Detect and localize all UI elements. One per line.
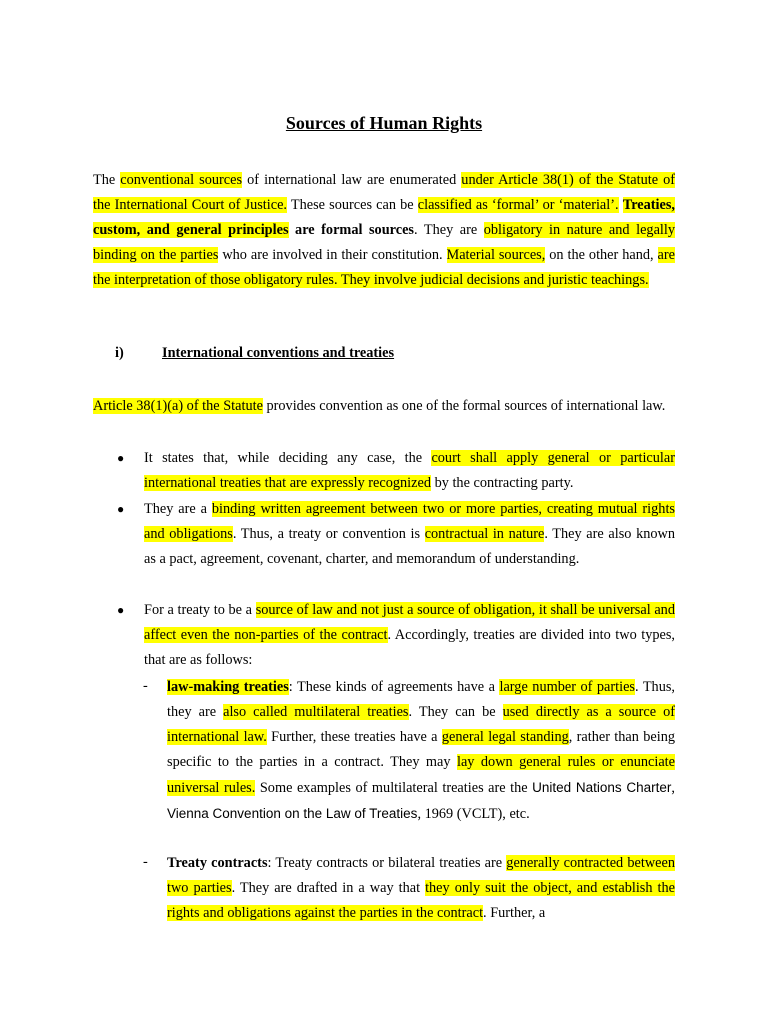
sub-text-part: : Treaty contracts or bilateral treaties are <box>267 855 507 871</box>
article-highlight: Article 38(1)(a) of the Statute <box>93 398 263 414</box>
intro-highlight: obligatory in nature and legally binding on the parties <box>93 222 676 264</box>
bullet-highlight: contractual in nature <box>424 526 545 543</box>
article-paragraph <box>93 394 675 419</box>
sub-highlight: lay down general rules or enunciate universal rules. <box>167 754 675 797</box>
intro-highlight: conventional sources <box>120 172 243 188</box>
intro-highlight: under Article 38(1) of the Statute of the International Court of Justice. <box>93 172 675 214</box>
intro-text: . They are <box>414 222 484 239</box>
article-text: provides convention as one of the formal sources of international law. <box>262 398 666 414</box>
bullet-highlight: court shall apply general or particular international treaties that are expressly recognized <box>144 450 675 492</box>
bullet-text <box>144 497 675 572</box>
sub-highlight: they only suit the object, and establish the rights and obligations against the parties in the contract <box>167 880 675 922</box>
intro-highlight: Material sources, <box>446 247 546 264</box>
intro-text: These sources can be <box>287 197 418 214</box>
sub-item-text <box>167 675 675 828</box>
intro-text: of international law are enumerated <box>242 172 462 188</box>
sub-item-text <box>167 851 675 926</box>
sub-text-part: Further, these treaties have a <box>266 729 442 746</box>
sub-link-text: Vienna Convention on the Law of Treaties <box>167 806 418 822</box>
bullet-text-part: . Thus, a treaty or convention is <box>232 526 425 543</box>
sub-text-part: . They are drafted in a way that <box>231 880 426 897</box>
bullet-text-part: They are a <box>144 501 212 517</box>
page-title: Sources of Human Rights <box>285 113 483 133</box>
sub-highlight: also called multilateral treaties <box>223 704 409 721</box>
bullet-icon: ● <box>117 502 125 516</box>
intro-bold-highlight: Treaties, custom, and general principles <box>93 197 676 239</box>
dash-icon: - <box>143 854 148 870</box>
bullet-icon: ● <box>117 451 125 465</box>
bullet-text-part: It states that, while deciding any case, the <box>144 450 432 466</box>
bullet-text <box>144 446 675 496</box>
sub-text-part: . Further, a <box>483 905 546 922</box>
bullet-icon: ● <box>117 603 125 617</box>
sub-text-part: Some examples of multilateral treaties are the <box>255 780 533 797</box>
sub-link-text: United Nations Charter <box>532 780 672 796</box>
bullet-text <box>144 598 675 673</box>
intro-text: who are involved in their constitution. <box>218 247 447 264</box>
intro-highlight: are the interpretation of those obligatory rules. They involve judicial decisions and juristic teachings. <box>93 247 675 289</box>
intro-paragraph <box>93 168 675 293</box>
sub-item-term: Treaty contracts <box>167 855 268 871</box>
section-number: i) <box>115 345 124 361</box>
intro-text: on the other hand, <box>545 247 658 264</box>
sub-item-term: law-making treaties <box>167 679 289 695</box>
sub-highlight: large number of parties <box>499 679 635 695</box>
bullet-text-part: For a treaty to be a <box>144 602 256 618</box>
intro-text: The <box>93 172 121 188</box>
sub-text-part: , <box>671 780 675 797</box>
sub-text-part: , rather than being specific to the parties in a contract. They may <box>167 729 675 771</box>
intro-bold: are formal sources <box>288 222 414 239</box>
sub-text-part: . Thus, they are <box>167 679 675 721</box>
sub-highlight: generally contracted between two parties <box>167 855 675 897</box>
bullet-highlight: binding written agreement between two or more parties, creating mutual rights and obligations <box>144 501 675 543</box>
bullet-text-part: . Accordingly, treaties are divided into two types, that are as follows: <box>144 627 675 669</box>
sub-text-part: . They can be <box>408 704 503 721</box>
sub-text-part: , 1969 (VCLT), etc. <box>417 806 530 823</box>
sub-text-part: : These kinds of agreements have a <box>288 679 500 695</box>
bullet-text-part: by the contracting party. <box>431 475 574 492</box>
sub-highlight: general legal standing <box>441 729 569 746</box>
dash-icon: - <box>143 678 148 694</box>
section-title: International conventions and treaties <box>162 345 395 361</box>
bullet-text-part: . They are also known as a pact, agreement, covenant, charter, and memorandum of understanding. <box>144 526 675 568</box>
sub-highlight: used directly as a source of international law. <box>167 704 676 746</box>
bullet-highlight: source of law and not just a source of obligation, it shall be universal and affect even the non-parties of the contract <box>144 602 675 644</box>
intro-highlight: classified as ‘formal’ or ‘material’. <box>417 197 619 214</box>
